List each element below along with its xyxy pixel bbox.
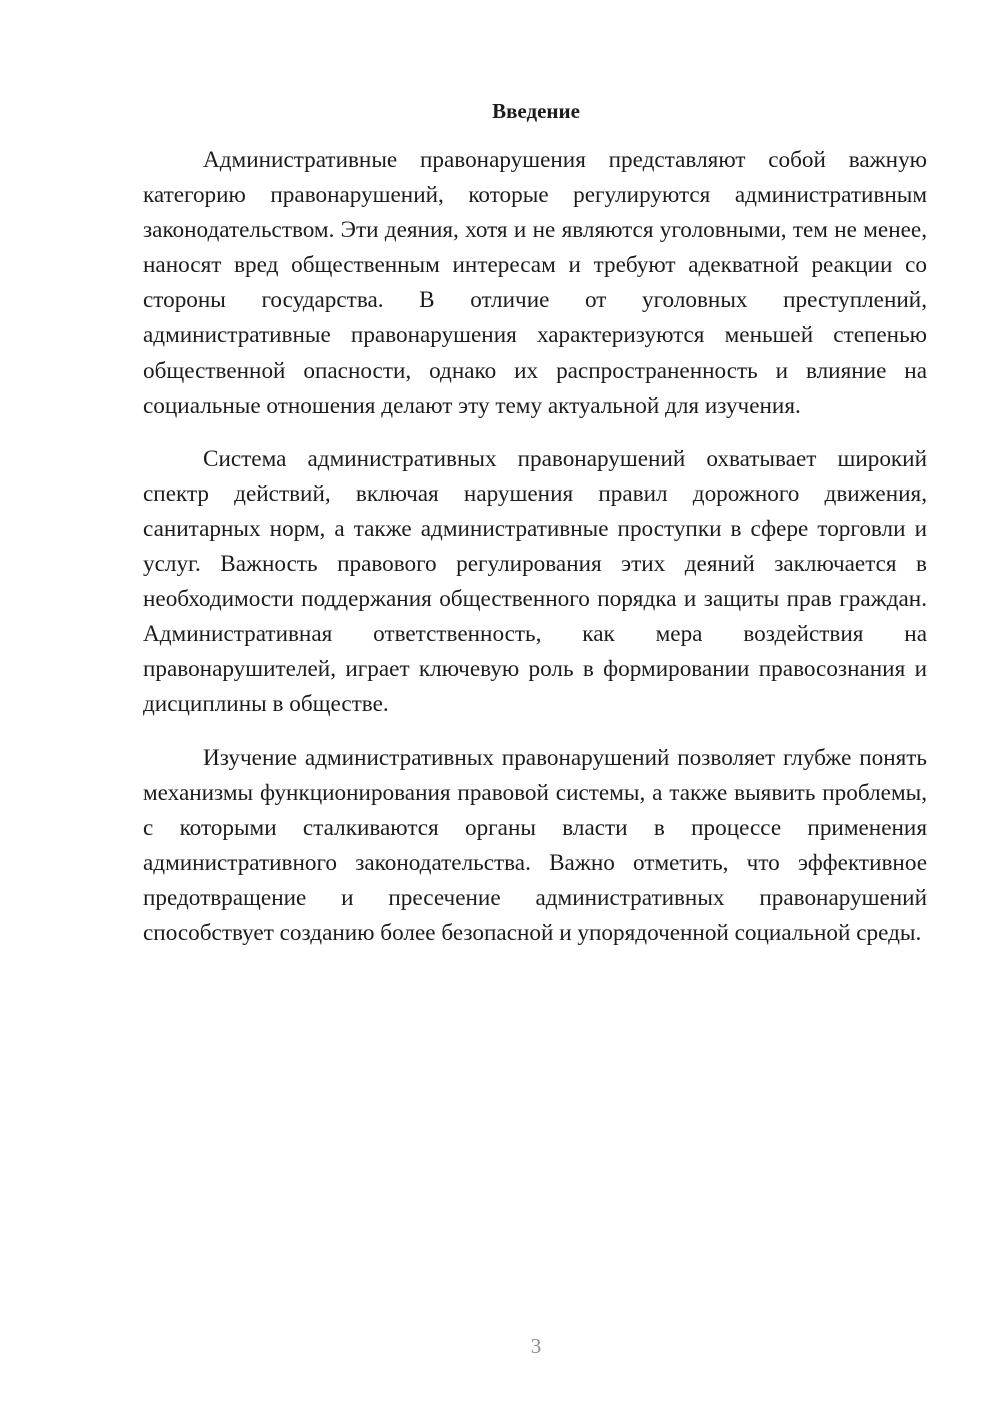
page-number: 3	[530, 1334, 542, 1358]
paragraph-3: Изучение административных правонарушений позволяет глубже понять механизмы функционирования правовой системы, а также выявить проблемы, с которыми сталкиваются органы власти в процессе применения административного законодательства. Важно отметить, что эффективное предотвращение и пресечение административных правонарушений способствует созданию более безопасной и упорядоченной социальной среды.	[143, 744, 927, 946]
document-body	[143, 143, 927, 969]
paragraph-1: Административные правонарушения представляют собой важную категорию правонарушений, которые регулируются административным законодательством. Эти деяния, хотя и не являются уголовными, тем не менее, наносят вред общественным интересам и требуют адекватной реакции со стороны государства. В отличие от уголовных преступлений, административные правонарушения характеризуются меньшей степенью общественной опасности, однако их распространенность и влияние на социальные отношения делают эту тему актуальной для изучения.	[143, 147, 927, 419]
page-title: Введение	[492, 99, 580, 123]
paragraph-2: Система административных правонарушений охватывает широкий спектр действий, включая нарушения правил дорожного движения, санитарных норм, а также административные проступки в сфере торговли и услуг. Важность правового регулирования этих деяний заключается в необходимости поддержания общественного порядка и защиты прав граждан. Административная ответственность, как мера воздействия на правонарушителей, играет ключевую роль в формировании правосознания и дисциплины в обществе.	[143, 445, 927, 718]
